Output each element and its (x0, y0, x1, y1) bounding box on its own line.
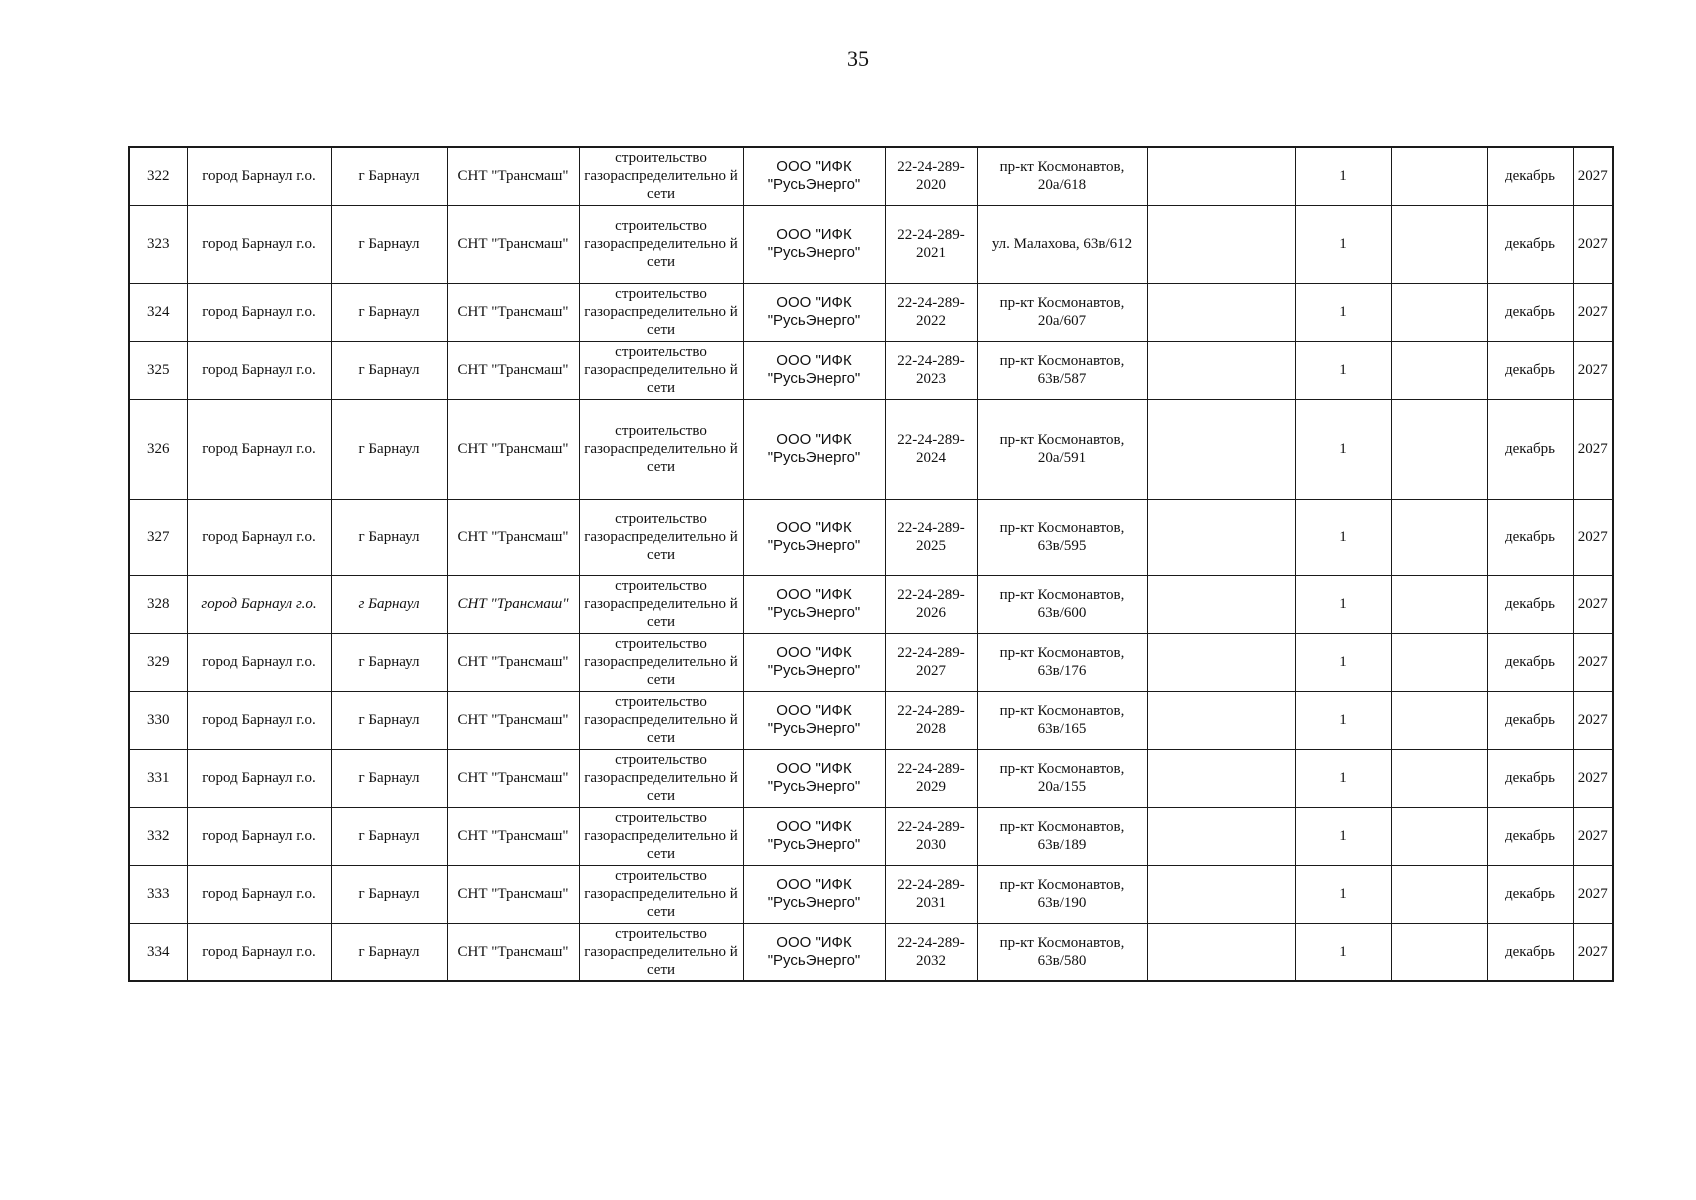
empty-cell (1391, 147, 1487, 205)
row-number: 331 (129, 749, 187, 807)
settlement-cell: г Барнаул (331, 807, 447, 865)
empty-cell (1147, 499, 1295, 575)
year-cell: 2027 (1573, 147, 1613, 205)
gasification-registry-table (128, 146, 1614, 982)
table-row (129, 865, 1613, 923)
empty-cell (1391, 807, 1487, 865)
year-cell: 2027 (1573, 341, 1613, 399)
address-cell: пр-кт Космонавтов, 63в/189 (977, 807, 1147, 865)
work-type-cell: строительство газораспределительно й сети (579, 807, 743, 865)
address-cell: пр-кт Космонавтов, 20а/591 (977, 399, 1147, 499)
municipality-cell: город Барнаул г.о. (187, 807, 331, 865)
year-cell: 2027 (1573, 749, 1613, 807)
row-number: 326 (129, 399, 187, 499)
quantity-cell: 1 (1295, 205, 1391, 283)
month-cell: декабрь (1487, 341, 1573, 399)
empty-cell (1147, 633, 1295, 691)
application-code-cell: 22-24-289-2026 (885, 575, 977, 633)
empty-cell (1391, 283, 1487, 341)
municipality-cell: город Барнаул г.о. (187, 749, 331, 807)
quantity-cell: 1 (1295, 147, 1391, 205)
quantity-cell: 1 (1295, 283, 1391, 341)
table-row (129, 807, 1613, 865)
month-cell: декабрь (1487, 147, 1573, 205)
table-row (129, 633, 1613, 691)
settlement-cell: г Барнаул (331, 749, 447, 807)
application-code-cell: 22-24-289-2027 (885, 633, 977, 691)
work-type-cell: строительство газораспределительно й сети (579, 575, 743, 633)
organization-cell: ООО "ИФК "РусьЭнерго" (743, 205, 885, 283)
municipality-cell: город Барнаул г.о. (187, 923, 331, 981)
settlement-cell: г Барнаул (331, 575, 447, 633)
empty-cell (1147, 341, 1295, 399)
quantity-cell: 1 (1295, 923, 1391, 981)
municipality-cell: город Барнаул г.о. (187, 499, 331, 575)
empty-cell (1391, 691, 1487, 749)
municipality-cell: город Барнаул г.о. (187, 399, 331, 499)
empty-cell (1391, 499, 1487, 575)
work-type-cell: строительство газораспределительно й сети (579, 499, 743, 575)
organization-cell: ООО "ИФК "РусьЭнерго" (743, 633, 885, 691)
snt-cell: СНТ "Трансмаш" (447, 283, 579, 341)
application-code-cell: 22-24-289-2029 (885, 749, 977, 807)
snt-cell: СНТ "Трансмаш" (447, 399, 579, 499)
snt-cell: СНТ "Трансмаш" (447, 499, 579, 575)
application-code-cell: 22-24-289-2021 (885, 205, 977, 283)
table-row (129, 399, 1613, 499)
month-cell: декабрь (1487, 923, 1573, 981)
year-cell: 2027 (1573, 691, 1613, 749)
quantity-cell: 1 (1295, 807, 1391, 865)
quantity-cell: 1 (1295, 399, 1391, 499)
page-number: 35 (847, 46, 869, 71)
table-row (129, 575, 1613, 633)
table-row (129, 923, 1613, 981)
municipality-cell: город Барнаул г.о. (187, 865, 331, 923)
row-number: 330 (129, 691, 187, 749)
municipality-cell: город Барнаул г.о. (187, 633, 331, 691)
year-cell: 2027 (1573, 633, 1613, 691)
settlement-cell: г Барнаул (331, 865, 447, 923)
empty-cell (1147, 205, 1295, 283)
address-cell: пр-кт Космонавтов, 63в/176 (977, 633, 1147, 691)
empty-cell (1147, 575, 1295, 633)
municipality-cell: город Барнаул г.о. (187, 283, 331, 341)
quantity-cell: 1 (1295, 691, 1391, 749)
month-cell: декабрь (1487, 205, 1573, 283)
quantity-cell: 1 (1295, 633, 1391, 691)
row-number: 333 (129, 865, 187, 923)
empty-cell (1147, 749, 1295, 807)
row-number: 329 (129, 633, 187, 691)
year-cell: 2027 (1573, 575, 1613, 633)
address-cell: пр-кт Космонавтов, 20а/607 (977, 283, 1147, 341)
municipality-cell: город Барнаул г.о. (187, 147, 331, 205)
empty-cell (1391, 575, 1487, 633)
quantity-cell: 1 (1295, 341, 1391, 399)
quantity-cell: 1 (1295, 575, 1391, 633)
row-number: 332 (129, 807, 187, 865)
month-cell: декабрь (1487, 691, 1573, 749)
year-cell: 2027 (1573, 205, 1613, 283)
settlement-cell: г Барнаул (331, 399, 447, 499)
month-cell: декабрь (1487, 749, 1573, 807)
organization-cell: ООО "ИФК "РусьЭнерго" (743, 499, 885, 575)
month-cell: декабрь (1487, 633, 1573, 691)
organization-cell: ООО "ИФК "РусьЭнерго" (743, 807, 885, 865)
year-cell: 2027 (1573, 923, 1613, 981)
table-row (129, 283, 1613, 341)
empty-cell (1147, 691, 1295, 749)
empty-cell (1147, 923, 1295, 981)
row-number: 322 (129, 147, 187, 205)
snt-cell: СНТ "Трансмаш" (447, 633, 579, 691)
snt-cell: СНТ "Трансмаш" (447, 865, 579, 923)
snt-cell: СНТ "Трансмаш" (447, 147, 579, 205)
empty-cell (1147, 283, 1295, 341)
organization-cell: ООО "ИФК "РусьЭнерго" (743, 923, 885, 981)
snt-cell: СНТ "Трансмаш" (447, 807, 579, 865)
organization-cell: ООО "ИФК "РусьЭнерго" (743, 283, 885, 341)
month-cell: декабрь (1487, 499, 1573, 575)
address-cell: пр-кт Космонавтов, 63в/190 (977, 865, 1147, 923)
empty-cell (1391, 205, 1487, 283)
address-cell: пр-кт Космонавтов, 63в/587 (977, 341, 1147, 399)
row-number: 324 (129, 283, 187, 341)
municipality-cell: город Барнаул г.о. (187, 205, 331, 283)
application-code-cell: 22-24-289-2023 (885, 341, 977, 399)
snt-cell: СНТ "Трансмаш" (447, 749, 579, 807)
work-type-cell: строительство газораспределительно й сети (579, 923, 743, 981)
work-type-cell: строительство газораспределительно й сети (579, 399, 743, 499)
settlement-cell: г Барнаул (331, 633, 447, 691)
work-type-cell: строительство газораспределительно й сети (579, 205, 743, 283)
table-row (129, 499, 1613, 575)
row-number: 323 (129, 205, 187, 283)
empty-cell (1147, 147, 1295, 205)
work-type-cell: строительство газораспределительно й сети (579, 633, 743, 691)
application-code-cell: 22-24-289-2032 (885, 923, 977, 981)
empty-cell (1147, 865, 1295, 923)
work-type-cell: строительство газораспределительно й сети (579, 283, 743, 341)
table-row (129, 205, 1613, 283)
empty-cell (1391, 341, 1487, 399)
organization-cell: ООО "ИФК "РусьЭнерго" (743, 399, 885, 499)
organization-cell: ООО "ИФК "РусьЭнерго" (743, 865, 885, 923)
month-cell: декабрь (1487, 575, 1573, 633)
address-cell: пр-кт Космонавтов, 63в/600 (977, 575, 1147, 633)
municipality-cell: город Барнаул г.о. (187, 341, 331, 399)
address-cell: пр-кт Космонавтов, 20а/618 (977, 147, 1147, 205)
month-cell: декабрь (1487, 865, 1573, 923)
empty-cell (1147, 399, 1295, 499)
settlement-cell: г Барнаул (331, 147, 447, 205)
month-cell: декабрь (1487, 807, 1573, 865)
empty-cell (1391, 399, 1487, 499)
settlement-cell: г Барнаул (331, 283, 447, 341)
year-cell: 2027 (1573, 807, 1613, 865)
empty-cell (1391, 749, 1487, 807)
application-code-cell: 22-24-289-2031 (885, 865, 977, 923)
organization-cell: ООО "ИФК "РусьЭнерго" (743, 575, 885, 633)
work-type-cell: строительство газораспределительно й сети (579, 341, 743, 399)
year-cell: 2027 (1573, 499, 1613, 575)
empty-cell (1391, 633, 1487, 691)
municipality-cell: город Барнаул г.о. (187, 575, 331, 633)
year-cell: 2027 (1573, 399, 1613, 499)
settlement-cell: г Барнаул (331, 691, 447, 749)
municipality-cell: город Барнаул г.о. (187, 691, 331, 749)
table-row (129, 691, 1613, 749)
year-cell: 2027 (1573, 865, 1613, 923)
address-cell: пр-кт Космонавтов, 63в/580 (977, 923, 1147, 981)
row-number: 334 (129, 923, 187, 981)
organization-cell: ООО "ИФК "РусьЭнерго" (743, 147, 885, 205)
work-type-cell: строительство газораспределительно й сети (579, 691, 743, 749)
year-cell: 2027 (1573, 283, 1613, 341)
settlement-cell: г Барнаул (331, 205, 447, 283)
organization-cell: ООО "ИФК "РусьЭнерго" (743, 749, 885, 807)
empty-cell (1391, 865, 1487, 923)
quantity-cell: 1 (1295, 865, 1391, 923)
application-code-cell: 22-24-289-2022 (885, 283, 977, 341)
table-body (129, 147, 1613, 981)
address-cell: пр-кт Космонавтов, 63в/165 (977, 691, 1147, 749)
snt-cell: СНТ "Трансмаш" (447, 691, 579, 749)
empty-cell (1391, 923, 1487, 981)
work-type-cell: строительство газораспределительно й сети (579, 865, 743, 923)
table-row (129, 749, 1613, 807)
quantity-cell: 1 (1295, 749, 1391, 807)
address-cell: пр-кт Космонавтов, 20а/155 (977, 749, 1147, 807)
application-code-cell: 22-24-289-2020 (885, 147, 977, 205)
snt-cell: СНТ "Трансмаш" (447, 341, 579, 399)
settlement-cell: г Барнаул (331, 499, 447, 575)
work-type-cell: строительство газораспределительно й сети (579, 749, 743, 807)
table-row (129, 147, 1613, 205)
row-number: 328 (129, 575, 187, 633)
snt-cell: СНТ "Трансмаш" (447, 923, 579, 981)
application-code-cell: 22-24-289-2028 (885, 691, 977, 749)
application-code-cell: 22-24-289-2024 (885, 399, 977, 499)
quantity-cell: 1 (1295, 499, 1391, 575)
work-type-cell: строительство газораспределительно й сети (579, 147, 743, 205)
organization-cell: ООО "ИФК "РусьЭнерго" (743, 341, 885, 399)
month-cell: декабрь (1487, 283, 1573, 341)
snt-cell: СНТ "Трансмаш" (447, 575, 579, 633)
row-number: 325 (129, 341, 187, 399)
row-number: 327 (129, 499, 187, 575)
month-cell: декабрь (1487, 399, 1573, 499)
table-row (129, 341, 1613, 399)
snt-cell: СНТ "Трансмаш" (447, 205, 579, 283)
address-cell: ул. Малахова, 63в/612 (977, 205, 1147, 283)
settlement-cell: г Барнаул (331, 923, 447, 981)
empty-cell (1147, 807, 1295, 865)
organization-cell: ООО "ИФК "РусьЭнерго" (743, 691, 885, 749)
address-cell: пр-кт Космонавтов, 63в/595 (977, 499, 1147, 575)
application-code-cell: 22-24-289-2030 (885, 807, 977, 865)
application-code-cell: 22-24-289-2025 (885, 499, 977, 575)
settlement-cell: г Барнаул (331, 341, 447, 399)
